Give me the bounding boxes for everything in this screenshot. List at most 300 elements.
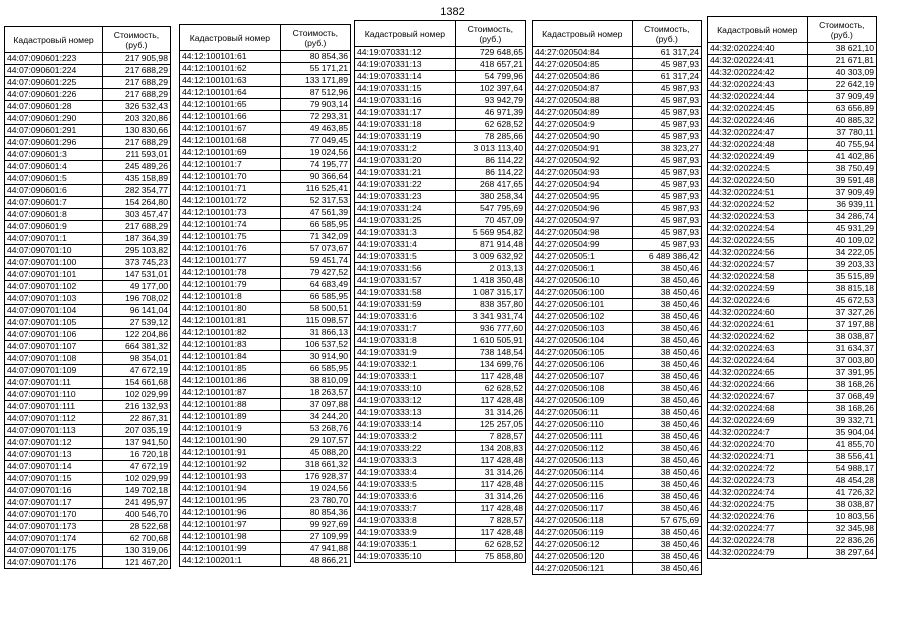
- cadastral-number-cell: 44:27:020506:100: [533, 287, 633, 299]
- cadastral-number-cell: 44:19:070331:57: [355, 275, 456, 287]
- table-row: [708, 43, 877, 55]
- cadastral-number-cell: 44:32:020224:69: [708, 415, 808, 427]
- cadastral-number-cell: 44:27:020504:88: [533, 95, 633, 107]
- table-row: [355, 95, 526, 107]
- cadastral-number-cell: 44:27:020506:116: [533, 491, 633, 503]
- table-row: [5, 449, 171, 461]
- table-row: [708, 139, 877, 151]
- table-column-1: [4, 26, 171, 569]
- cadastral-number-cell: 44:32:020224:58: [708, 271, 808, 283]
- cost-cell: 130 319,06: [102, 545, 170, 557]
- table-row: [180, 231, 351, 243]
- table-header-row: [5, 27, 171, 53]
- table-row: [5, 197, 171, 209]
- cadastral-number-cell: 44:32:020224:77: [708, 523, 808, 535]
- cadastral-number-cell: 44:19:070333:13: [355, 407, 456, 419]
- cadastral-number-cell: 44:19:070333:8: [355, 515, 456, 527]
- cost-cell: 45 987,93: [632, 179, 701, 191]
- table-row: [708, 295, 877, 307]
- cadastral-number-cell: 44:12:100101:89: [180, 411, 281, 423]
- cost-cell: 87 512,96: [280, 87, 350, 99]
- table-row: [708, 115, 877, 127]
- table-row: [5, 353, 171, 365]
- cadastral-number-cell: 44:27:020506:106: [533, 359, 633, 371]
- table-row: [533, 131, 702, 143]
- cost-cell: 37 391,95: [807, 367, 876, 379]
- table-row: [533, 215, 702, 227]
- table-header-row: [708, 17, 877, 43]
- cadastral-number-cell: 44:19:070333:22: [355, 443, 456, 455]
- table-row: [180, 543, 351, 555]
- table-row: [533, 287, 702, 299]
- cadastral-number-cell: 44:32:020224:46: [708, 115, 808, 127]
- cost-table: [179, 24, 351, 567]
- table-row: [533, 551, 702, 563]
- table-row: [5, 389, 171, 401]
- cost-cell: 38 038,87: [807, 331, 876, 343]
- cadastral-number-cell: 44:07:090701:16: [5, 485, 103, 497]
- cost-cell: 217 688,29: [102, 77, 170, 89]
- cost-cell: 147 531,01: [102, 269, 170, 281]
- cadastral-number-cell: 44:27:020504:90: [533, 131, 633, 143]
- cost-cell: 217 688,29: [102, 221, 170, 233]
- table-column-3: [354, 20, 526, 563]
- cost-cell: 203 320,86: [102, 113, 170, 125]
- table-row: [355, 59, 526, 71]
- table-row: [5, 461, 171, 473]
- table-row: [355, 551, 526, 563]
- cadastral-number-cell: 44:19:070331:14: [355, 71, 456, 83]
- table-row: [5, 305, 171, 317]
- cost-cell: 38 450,46: [632, 467, 701, 479]
- cost-cell: 117 428,48: [455, 395, 525, 407]
- cadastral-number-cell: 44:12:100201:1: [180, 555, 281, 567]
- table-row: [355, 71, 526, 83]
- cadastral-number-cell: 44:27:020506:113: [533, 455, 633, 467]
- cadastral-number-cell: 44:32:020224:52: [708, 199, 808, 211]
- cost-cell: 154 264,80: [102, 197, 170, 209]
- cost-cell: 241 495,97: [102, 497, 170, 509]
- cadastral-number-cell: 44:27:020506:115: [533, 479, 633, 491]
- table-row: [180, 243, 351, 255]
- table-row: [5, 77, 171, 89]
- table-row: [355, 419, 526, 431]
- cost-cell: 49 463,85: [280, 123, 350, 135]
- cost-cell: 75 858,80: [455, 551, 525, 563]
- cadastral-number-cell: 44:32:020224:40: [708, 43, 808, 55]
- cadastral-number-cell: 44:32:020224:68: [708, 403, 808, 415]
- cadastral-number-cell: 44:27:020504:94: [533, 179, 633, 191]
- table-row: [5, 257, 171, 269]
- cost-cell: 7 828,57: [455, 515, 525, 527]
- cost-cell: 45 987,93: [632, 167, 701, 179]
- cadastral-number-cell: 44:19:070333:9: [355, 527, 456, 539]
- cadastral-number-cell: 44:32:020224:54: [708, 223, 808, 235]
- cost-cell: 130 830,66: [102, 125, 170, 137]
- cost-cell: 37 068,49: [807, 391, 876, 403]
- cadastral-number-cell: 44:07:090701:13: [5, 449, 103, 461]
- cost-cell: 38 450,46: [632, 323, 701, 335]
- table-row: [355, 143, 526, 155]
- cadastral-number-cell: 44:12:100101:64: [180, 87, 281, 99]
- cost-cell: 45 987,93: [632, 95, 701, 107]
- table-row: [180, 471, 351, 483]
- cadastral-number-cell: 44:27:020506:110: [533, 419, 633, 431]
- cadastral-number-cell: 44:07:090601:7: [5, 197, 103, 209]
- table-row: [5, 113, 171, 125]
- cadastral-number-cell: 44:19:070331:8: [355, 335, 456, 347]
- cadastral-number-cell: 44:07:090601:224: [5, 65, 103, 77]
- cost-cell: 217 905,98: [102, 53, 170, 65]
- table-row: [355, 359, 526, 371]
- cost-cell: 31 314,26: [455, 491, 525, 503]
- cost-cell: 78 285,66: [455, 131, 525, 143]
- table-row: [708, 127, 877, 139]
- cost-cell: 326 532,43: [102, 101, 170, 113]
- table-row: [533, 467, 702, 479]
- cost-cell: 38 450,46: [632, 347, 701, 359]
- cost-cell: 99 927,69: [280, 519, 350, 531]
- cadastral-number-cell: 44:12:100101:92: [180, 459, 281, 471]
- table-row: [355, 311, 526, 323]
- cadastral-number-cell: 44:27:020506:102: [533, 311, 633, 323]
- table-row: [533, 155, 702, 167]
- cost-cell: 47 561,39: [280, 207, 350, 219]
- cost-cell: 38 815,18: [807, 283, 876, 295]
- table-row: [533, 431, 702, 443]
- cost-cell: 117 428,48: [455, 455, 525, 467]
- table-row: [5, 281, 171, 293]
- cadastral-number-cell: 44:27:020506:101: [533, 299, 633, 311]
- cost-cell: 48 454,28: [807, 475, 876, 487]
- cost-cell: 38 450,46: [632, 407, 701, 419]
- cadastral-number-cell: 44:19:070333:3: [355, 455, 456, 467]
- table-row: [5, 521, 171, 533]
- table-row: [5, 137, 171, 149]
- cost-cell: 64 683,49: [280, 279, 350, 291]
- cost-cell: 38 450,46: [632, 311, 701, 323]
- table-row: [5, 245, 171, 257]
- header-cadastral-number: Кадастровый номер: [533, 21, 633, 47]
- cost-cell: 38 450,46: [632, 371, 701, 383]
- cadastral-number-cell: 44:32:020224:79: [708, 547, 808, 559]
- cost-cell: 121 467,20: [102, 557, 170, 569]
- table-row: [180, 135, 351, 147]
- cadastral-number-cell: 44:19:070331:58: [355, 287, 456, 299]
- cadastral-number-cell: 44:19:070335:10: [355, 551, 456, 563]
- cadastral-number-cell: 44:12:100101:67: [180, 123, 281, 135]
- cost-cell: 211 593,01: [102, 149, 170, 161]
- cost-cell: 149 702,18: [102, 485, 170, 497]
- cadastral-number-cell: 44:32:020224:71: [708, 451, 808, 463]
- cost-cell: 40 109,02: [807, 235, 876, 247]
- cost-cell: 23 780,70: [280, 495, 350, 507]
- table-row: [5, 473, 171, 485]
- cost-cell: 39 203,33: [807, 259, 876, 271]
- cadastral-number-cell: 44:27:020504:96: [533, 203, 633, 215]
- header-cost: Стоимость, (руб.): [280, 25, 350, 51]
- cost-cell: 154 661,68: [102, 377, 170, 389]
- table-row: [533, 443, 702, 455]
- table-header-row: [533, 21, 702, 47]
- cost-cell: 57 073,67: [280, 243, 350, 255]
- table-row: [355, 479, 526, 491]
- cost-table: [4, 26, 171, 569]
- cadastral-number-cell: 44:19:070331:17: [355, 107, 456, 119]
- cost-cell: 38 450,46: [632, 395, 701, 407]
- cost-cell: 380 258,34: [455, 191, 525, 203]
- cost-cell: 38 450,46: [632, 287, 701, 299]
- header-cost: Стоимость, (руб.): [102, 27, 170, 53]
- cadastral-number-cell: 44:12:100101:83: [180, 339, 281, 351]
- table-row: [355, 263, 526, 275]
- table-row: [533, 527, 702, 539]
- cost-cell: 16 720,18: [102, 449, 170, 461]
- table-row: [533, 491, 702, 503]
- table-row: [355, 287, 526, 299]
- cadastral-number-cell: 44:19:070331:6: [355, 311, 456, 323]
- cost-cell: 63 656,89: [807, 103, 876, 115]
- cost-cell: 45 987,93: [632, 227, 701, 239]
- cost-cell: 62 628,52: [455, 383, 525, 395]
- cadastral-number-cell: 44:07:090701:176: [5, 557, 103, 569]
- cost-cell: 66 585,95: [280, 363, 350, 375]
- table-row: [533, 47, 702, 59]
- cadastral-number-cell: 44:12:100101:73: [180, 207, 281, 219]
- cadastral-number-cell: 44:27:020506:111: [533, 431, 633, 443]
- cost-cell: 57 675,69: [632, 515, 701, 527]
- table-row: [180, 147, 351, 159]
- table-row: [180, 351, 351, 363]
- cadastral-number-cell: 44:12:100101:99: [180, 543, 281, 555]
- table-row: [355, 443, 526, 455]
- cost-cell: 729 648,65: [455, 47, 525, 59]
- table-row: [180, 87, 351, 99]
- cost-cell: 7 828,57: [455, 431, 525, 443]
- cadastral-number-cell: 44:12:100101:63: [180, 75, 281, 87]
- cost-cell: 21 671,81: [807, 55, 876, 67]
- cost-cell: 47 672,19: [102, 365, 170, 377]
- table-row: [708, 415, 877, 427]
- cadastral-number-cell: 44:12:100101:87: [180, 387, 281, 399]
- table-row: [5, 557, 171, 569]
- table-row: [533, 395, 702, 407]
- table-row: [5, 293, 171, 305]
- table-row: [180, 303, 351, 315]
- cost-cell: 38 810,09: [280, 375, 350, 387]
- cadastral-number-cell: 44:32:020224:56: [708, 247, 808, 259]
- cost-cell: 871 914,48: [455, 239, 525, 251]
- table-row: [355, 107, 526, 119]
- table-row: [533, 167, 702, 179]
- table-row: [355, 383, 526, 395]
- cadastral-number-cell: 44:12:100101:75: [180, 231, 281, 243]
- table-row: [180, 75, 351, 87]
- table-row: [533, 59, 702, 71]
- cost-cell: 207 035,19: [102, 425, 170, 437]
- cadastral-number-cell: 44:12:100101:84: [180, 351, 281, 363]
- cost-cell: 38 450,46: [632, 275, 701, 287]
- cost-cell: 217 688,29: [102, 137, 170, 149]
- table-row: [180, 447, 351, 459]
- cadastral-number-cell: 44:27:020504:87: [533, 83, 633, 95]
- cadastral-number-cell: 44:07:090601:8: [5, 209, 103, 221]
- cost-cell: 18 263,57: [280, 387, 350, 399]
- cost-cell: 45 987,93: [632, 215, 701, 227]
- table-row: [5, 125, 171, 137]
- table-row: [180, 63, 351, 75]
- cadastral-number-cell: 44:32:020224:67: [708, 391, 808, 403]
- table-row: [355, 431, 526, 443]
- table-row: [180, 123, 351, 135]
- table-row: [708, 91, 877, 103]
- table-row: [533, 83, 702, 95]
- cost-cell: 31 314,26: [455, 407, 525, 419]
- cadastral-number-cell: 44:32:020224:41: [708, 55, 808, 67]
- cost-cell: 38 323,27: [632, 143, 701, 155]
- cost-cell: 38 450,46: [632, 263, 701, 275]
- cadastral-number-cell: 44:07:090701:107: [5, 341, 103, 353]
- cadastral-number-cell: 44:32:020224:78: [708, 535, 808, 547]
- table-column-2: [179, 24, 351, 567]
- cadastral-number-cell: 44:32:020224:62: [708, 331, 808, 343]
- cadastral-number-cell: 44:07:090701:113: [5, 425, 103, 437]
- cadastral-number-cell: 44:27:020506:108: [533, 383, 633, 395]
- cost-cell: 38 450,46: [632, 299, 701, 311]
- cadastral-number-cell: 44:32:020224:57: [708, 259, 808, 271]
- cost-cell: 373 745,23: [102, 257, 170, 269]
- cost-cell: 134 699,76: [455, 359, 525, 371]
- cadastral-number-cell: 44:12:100101:68: [180, 135, 281, 147]
- cost-cell: 45 987,93: [632, 59, 701, 71]
- table-row: [708, 403, 877, 415]
- cadastral-number-cell: 44:27:020506:10: [533, 275, 633, 287]
- table-row: [180, 267, 351, 279]
- cost-cell: 106 537,52: [280, 339, 350, 351]
- table-row: [180, 435, 351, 447]
- cost-cell: 38 750,49: [807, 163, 876, 175]
- cost-cell: 93 942,79: [455, 95, 525, 107]
- cost-cell: 282 354,77: [102, 185, 170, 197]
- cost-cell: 27 109,99: [280, 531, 350, 543]
- cost-cell: 47 941,88: [280, 543, 350, 555]
- table-row: [355, 323, 526, 335]
- cost-cell: 38 168,26: [807, 403, 876, 415]
- cost-cell: 61 317,24: [632, 71, 701, 83]
- table-row: [708, 355, 877, 367]
- cadastral-number-cell: 44:27:020504:85: [533, 59, 633, 71]
- table-column-5: [707, 16, 877, 559]
- table-row: [5, 377, 171, 389]
- cadastral-number-cell: 44:27:020506:1: [533, 263, 633, 275]
- cost-cell: 31 634,37: [807, 343, 876, 355]
- cadastral-number-cell: 44:07:090701:111: [5, 401, 103, 413]
- cost-cell: 19 024,56: [280, 483, 350, 495]
- cadastral-number-cell: 44:19:070331:25: [355, 215, 456, 227]
- table-row: [708, 247, 877, 259]
- cost-cell: 3 013 113,40: [455, 143, 525, 155]
- table-row: [355, 155, 526, 167]
- cost-cell: 664 381,32: [102, 341, 170, 353]
- table-row: [5, 269, 171, 281]
- cadastral-number-cell: 44:07:090701:108: [5, 353, 103, 365]
- cadastral-number-cell: 44:12:100101:90: [180, 435, 281, 447]
- cost-cell: 2 013,13: [455, 263, 525, 275]
- table-row: [5, 341, 171, 353]
- table-row: [708, 523, 877, 535]
- table-row: [5, 53, 171, 65]
- cost-cell: 66 585,95: [280, 219, 350, 231]
- table-row: [5, 497, 171, 509]
- cadastral-number-cell: 44:19:070331:12: [355, 47, 456, 59]
- cost-cell: 196 708,02: [102, 293, 170, 305]
- cadastral-number-cell: 44:19:070333:1: [355, 371, 456, 383]
- cadastral-number-cell: 44:27:020504:89: [533, 107, 633, 119]
- table-row: [708, 163, 877, 175]
- cost-cell: 38 450,46: [632, 527, 701, 539]
- cadastral-number-cell: 44:32:020224:49: [708, 151, 808, 163]
- cadastral-number-cell: 44:19:070331:20: [355, 155, 456, 167]
- cost-cell: 738 148,54: [455, 347, 525, 359]
- cost-cell: 37 780,11: [807, 127, 876, 139]
- table-row: [533, 179, 702, 191]
- cost-cell: 37 097,88: [280, 399, 350, 411]
- table-row: [708, 271, 877, 283]
- cadastral-number-cell: 44:12:100101:86: [180, 375, 281, 387]
- cost-cell: 10 803,56: [807, 511, 876, 523]
- table-row: [533, 419, 702, 431]
- cost-cell: 187 364,39: [102, 233, 170, 245]
- cadastral-number-cell: 44:07:090701:12: [5, 437, 103, 449]
- cadastral-number-cell: 44:07:090601:223: [5, 53, 103, 65]
- table-header-row: [180, 25, 351, 51]
- cost-cell: 27 539,12: [102, 317, 170, 329]
- cost-cell: 6 489 386,42: [632, 251, 701, 263]
- cadastral-number-cell: 44:12:100101:8: [180, 291, 281, 303]
- cost-cell: 45 987,93: [632, 203, 701, 215]
- table-row: [533, 311, 702, 323]
- table-row: [708, 535, 877, 547]
- table-row: [533, 479, 702, 491]
- table-row: [180, 315, 351, 327]
- cost-cell: 217 688,29: [102, 65, 170, 77]
- cost-cell: 38 450,46: [632, 443, 701, 455]
- cost-cell: 38 450,46: [632, 479, 701, 491]
- table-row: [5, 545, 171, 557]
- cost-cell: 117 428,48: [455, 371, 525, 383]
- table-row: [180, 375, 351, 387]
- cost-cell: 45 987,93: [632, 83, 701, 95]
- cost-cell: 134 208,83: [455, 443, 525, 455]
- cadastral-number-cell: 44:27:020506:117: [533, 503, 633, 515]
- cost-cell: 54 988,17: [807, 463, 876, 475]
- cost-cell: 22 642,19: [807, 79, 876, 91]
- cadastral-number-cell: 44:32:020224:73: [708, 475, 808, 487]
- cadastral-number-cell: 44:19:070331:3: [355, 227, 456, 239]
- cadastral-number-cell: 44:07:090601:296: [5, 137, 103, 149]
- cadastral-number-cell: 44:27:020504:95: [533, 191, 633, 203]
- cost-cell: 116 525,41: [280, 183, 350, 195]
- table-row: [180, 255, 351, 267]
- table-row: [355, 371, 526, 383]
- cadastral-number-cell: 44:27:020506:105: [533, 347, 633, 359]
- cadastral-number-cell: 44:12:100101:80: [180, 303, 281, 315]
- table-row: [708, 463, 877, 475]
- cadastral-number-cell: 44:12:100101:71: [180, 183, 281, 195]
- table-row: [708, 487, 877, 499]
- cadastral-number-cell: 44:12:100101:91: [180, 447, 281, 459]
- cost-cell: 547 795,69: [455, 203, 525, 215]
